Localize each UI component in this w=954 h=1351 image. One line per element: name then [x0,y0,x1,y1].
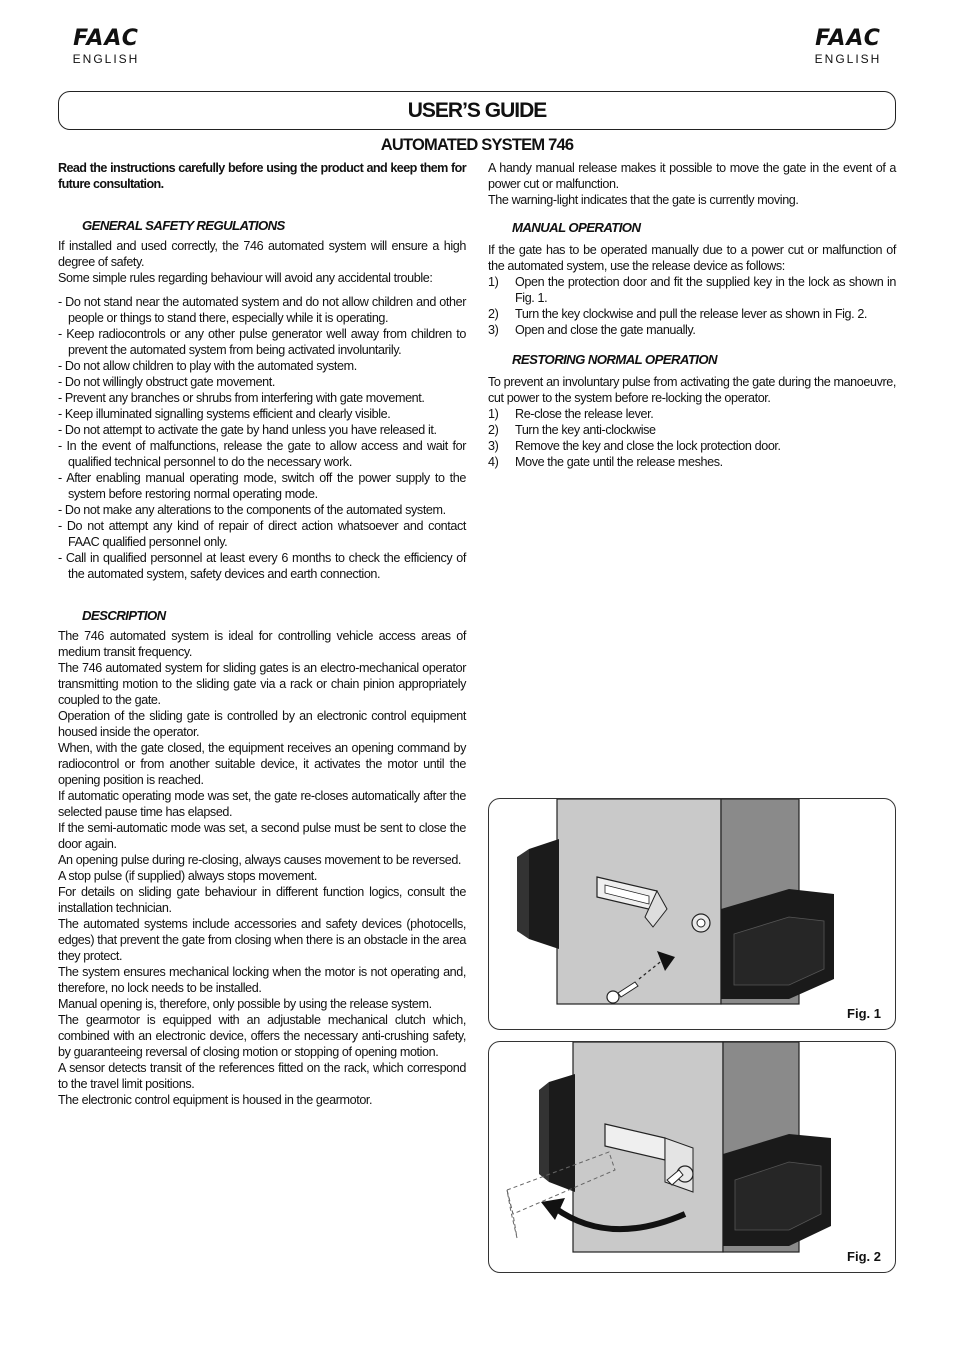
list-item: - Do not willingly obstruct gate movement. [58,375,275,389]
restoring-heading: RESTORING NORMAL OPERATION [512,352,717,367]
description-paragraph: An opening pulse during re-closing, always causes movement to be reversed. [58,853,462,867]
safety-heading: GENERAL SAFETY REGULATIONS [82,218,285,233]
step-text: Open the protection door and fit the supplied key in the lock as shown in Fig. 1. [515,275,896,305]
restoring-steps-list [488,406,896,470]
list-item [488,322,896,338]
description-paragraph: For details on sliding gate behaviour in different function logics, consult the installation technician. [58,885,466,915]
manual-operation-heading: MANUAL OPERATION [512,220,641,235]
list-item [488,438,896,454]
intro-note: Read the instructions carefully before using the product and keep them for future consultation. [58,161,466,191]
page-title: USER’S GUIDE [407,98,547,122]
list-item [488,306,896,322]
step-number: 2) [488,307,499,321]
description-paragraph: The system ensures mechanical locking when the motor is not operating and, therefore, no lock needs to be installed. [58,965,466,995]
figure-1 [488,798,896,1030]
step-number: 3) [488,323,499,337]
description-paragraph: The gearmotor is equipped with an adjustable mechanical clutch which, combined with an electronic device, offers the necessary anti-crushing safety, by guaranteeing reversal of closing motion or stopping of opening motion. [58,1013,466,1059]
list-item: - Do not attempt any kind of repair of direct action whatsoever and contact FAAC qualified personnel only. [58,519,466,549]
description-paragraph: The 746 automated system is ideal for controlling vehicle access areas of medium transit frequency. [58,629,466,659]
description-paragraph: Manual opening is, therefore, only possible by using the release system. [58,997,432,1011]
safety-paragraph: If installed and used correctly, the 746 automated system will ensure a high degree of safety. [58,239,466,269]
right-column [488,160,896,470]
step-number: 2) [488,423,499,437]
left-column [58,160,466,1108]
list-item: - Keep illuminated signalling systems efficient and clearly visible. [58,407,391,421]
list-item: - After enabling manual operating mode, switch off the power supply to the system before restoring normal operating mode. [58,471,466,501]
step-text: Remove the key and close the lock protection door. [515,439,781,453]
gearmotor-key-illustration [489,799,896,1030]
manual-steps-list [488,274,896,338]
description-paragraph: A stop pulse (if supplied) always stops movement. [58,869,317,883]
manual-operation-intro: If the gate has to be operated manually due to a power cut or malfunction of the automated system, use the release device as follows: [488,243,896,273]
safety-paragraph: Some simple rules regarding behaviour will avoid any accidental trouble: [58,271,433,285]
list-item: - In the event of malfunctions, release the gate to allow access and wait for qualified technical personnel to do the necessary work. [58,439,466,469]
step-number: 4) [488,455,499,469]
list-item: - Prevent any branches or shrubs from interfering with gate movement. [58,391,425,405]
list-item: - Do not allow children to play with the automated system. [58,359,357,373]
description-heading: DESCRIPTION [82,608,166,623]
list-item [488,454,896,470]
safety-rules-list [58,294,466,582]
language-label: ENGLISH [814,52,882,66]
step-number: 1) [488,407,499,421]
description-paragraph: When, with the gate closed, the equipment receives an opening command by radiocontrol or from another suitable device, it activates the motor until the opening position is reached. [58,741,466,787]
description-paragraph: If the semi-automatic mode was set, a second pulse must be sent to close the door again. [58,821,466,851]
list-item: - Do not make any alterations to the components of the automated system. [58,503,446,517]
brand-mark: FAAC [815,26,881,51]
list-item [488,274,896,306]
list-item [488,406,896,422]
step-text: Turn the key anti-clockwise [515,423,656,437]
language-label: ENGLISH [72,52,140,66]
list-item [488,422,896,438]
description-paragraph: The automated systems include accessories and safety devices (photocells, edges) that prevent the gate from closing when there is an obstacle in the area they protect. [58,917,466,963]
page-subtitle: AUTOMATED SYSTEM 746 [380,136,574,154]
step-number: 1) [488,275,499,289]
list-item: - Keep radiocontrols or any other pulse generator well away from children to prevent the automated system from being activated involuntarily. [58,327,466,357]
restoring-intro: To prevent an involuntary pulse from activating the gate during the manoeuvre, cut power to the system before re-locking the operator. [488,375,896,405]
description-paragraph: A sensor detects transit of the references fitted on the rack, which correspond to the travel limit positions. [58,1061,466,1091]
warning-light-paragraph: The warning-light indicates that the gate is currently moving. [488,193,799,207]
list-item: - Do not stand near the automated system and do not allow children and other people or things to stand there, especially while it is operating. [58,295,466,325]
release-paragraph: A handy manual release makes it possible to move the gate in the event of a power cut or malfunction. [488,161,896,191]
step-number: 3) [488,439,499,453]
list-item: - Call in qualified personnel at least every 6 months to check the efficiency of the automated system, safety devices and earth connection. [58,551,466,581]
step-text: Re-close the release lever. [515,407,654,421]
brand-mark: FAAC [73,26,139,51]
description-text [58,628,466,1108]
description-paragraph: If automatic operating mode was set, the gate re-closes automatically after the selected pause time has elapsed. [58,789,466,819]
description-paragraph: The 746 automated system for sliding gates is an electro-mechanical operator transmitting motion to the sliding gate via a rack or chain pinion appropriately coupled to the gate. [58,661,466,707]
faac-logo-right [798,28,898,66]
step-text: Open and close the gate manually. [515,323,696,337]
figure-1-label: Fig. 1 [847,1006,881,1021]
title-box [58,91,896,130]
faac-logo-left [56,28,156,66]
figure-2-label: Fig. 2 [847,1249,881,1264]
description-paragraph: The electronic control equipment is housed in the gearmotor. [58,1093,373,1107]
list-item: - Do not attempt to activate the gate by hand unless you have released it. [58,423,437,437]
step-text: Move the gate until the release meshes. [515,455,723,469]
step-text: Turn the key clockwise and pull the release lever as shown in Fig. 2. [515,307,868,321]
release-lever-illustration [489,1042,896,1273]
figure-2 [488,1041,896,1273]
description-paragraph: Operation of the sliding gate is controlled by an electronic control equipment housed inside the operator. [58,709,466,739]
